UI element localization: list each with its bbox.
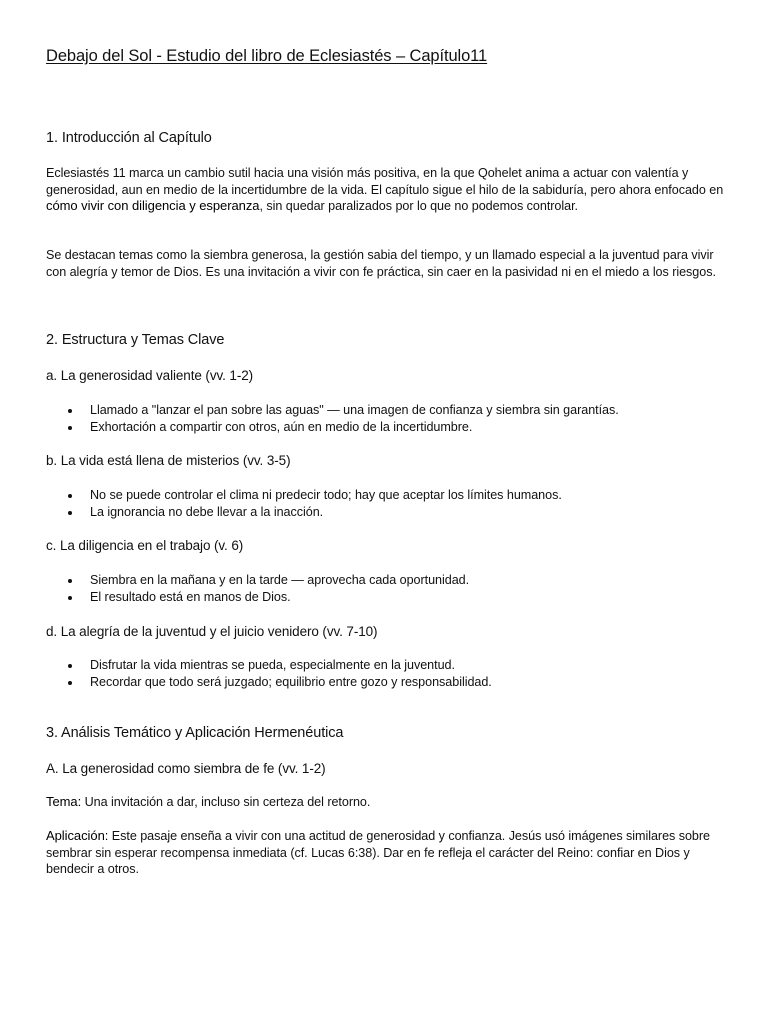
bullet-icon [68, 579, 72, 583]
list-item-text: Exhortación a compartir con otros, aún en medio de la incertidumbre. [90, 419, 473, 434]
paragraph-text: Eclesiastés 11 marca un cambio sutil hacia una visión más positiva, en la que Qohelet anima a actuar con valentía y generosidad, aun en medio de la incertidumbre de la vida. El capítulo sigue el hilo de la sabiduría, pero ahora enfocado en [46, 166, 724, 197]
subsection-A [46, 761, 726, 776]
aplicacion-label: Aplicación: [46, 828, 109, 843]
bullet-icon [68, 681, 72, 685]
list-item-text: Recordar que todo será juzgado; equilibrio entre gozo y responsabilidad. [90, 674, 492, 689]
list-item-text: Llamado a "lanzar el pan sobre las aguas" — una imagen de confianza y siembra sin garantías. [90, 403, 619, 417]
bullet-icon [68, 409, 72, 413]
list-item [46, 402, 726, 419]
section-heading: 3. Análisis Temático y Aplicación Hermenéutica [46, 725, 344, 741]
list-item [46, 504, 726, 521]
bullet-icon [68, 426, 72, 430]
bullet-icon [68, 511, 72, 515]
subsection-d [46, 624, 726, 639]
list-item-text: La ignorancia no debe llevar a la inacción. [90, 504, 324, 519]
tema-text: Una invitación a dar, incluso sin certeza del retorno. [81, 795, 371, 809]
subsection-heading: a. La generosidad valiente (vv. 1-2) [46, 368, 254, 383]
paragraph: Se destacan temas como la siembra generosa, la gestión sabia del tiempo, y un llamado especial a la juventud para vivir con alegría y temor de Dios. Es una invitación a vivir con fe práctica, sin caer en la pasividad ni en el miedo a los riesgos. [46, 248, 716, 279]
bullet-list-b [46, 487, 726, 520]
document-title: Debajo del Sol - Estudio del libro de Eclesiastés – Capítulo11 [46, 47, 488, 65]
emphasis-text: cómo vivir con diligencia y esperanza [46, 198, 260, 214]
list-item-text: Disfrutar la vida mientras se pueda, especialmente en la juventud. [90, 658, 455, 672]
section-heading: 1. Introducción al Capítulo [46, 130, 212, 146]
intro-paragraph-2 [46, 247, 726, 280]
subsection-heading: c. La diligencia en el trabajo (v. 6) [46, 538, 244, 553]
aplicacion-text: Este pasaje enseña a vivir con una actitud de generosidad y confianza. Jesús usó imágenes similares sobre sembrar sin esperar recompensa inmediata (cf. Lucas 6:38). Dar en fe refleja el carácter del Reino: confiar en Dios y bendecir a otros. [46, 829, 710, 877]
list-item [46, 674, 726, 691]
subsection-heading: b. La vida está llena de misterios (vv. 3-5) [46, 453, 291, 468]
aplicacion-paragraph [46, 828, 726, 878]
tema-label: Tema: [46, 794, 82, 809]
list-item-text: Siembra en la mañana y en la tarde — aprovecha cada oportunidad. [90, 573, 470, 587]
paragraph [46, 165, 726, 215]
paragraph-text: , sin quedar paralizados por lo que no podemos controlar. [259, 199, 578, 214]
section-estructura [46, 332, 726, 348]
section-analisis [46, 725, 726, 741]
subsection-b [46, 453, 726, 468]
list-item [46, 419, 726, 436]
section-introduccion [46, 130, 726, 146]
section-heading: 2. Estructura y Temas Clave [46, 332, 225, 348]
subsection-c [46, 538, 726, 553]
bullet-icon [68, 494, 72, 498]
list-item [46, 487, 726, 504]
tema-paragraph [46, 794, 726, 811]
bullet-list-d [46, 657, 726, 690]
bullet-list-c [46, 572, 726, 605]
subsection-heading: A. La generosidad como siembra de fe (vv. 1-2) [46, 761, 326, 776]
list-item [46, 589, 726, 606]
list-item [46, 657, 726, 674]
paragraph [46, 828, 726, 878]
paragraph [46, 794, 726, 811]
intro-paragraph-1 [46, 165, 726, 215]
bullet-icon [68, 596, 72, 600]
subsection-a [46, 368, 726, 383]
list-item-text: No se puede controlar el clima ni predecir todo; hay que aceptar los límites humanos. [90, 488, 562, 502]
bullet-icon [68, 664, 72, 668]
bullet-list-a [46, 402, 726, 435]
subsection-heading: d. La alegría de la juventud y el juicio venidero (vv. 7-10) [46, 624, 378, 639]
list-item-text: El resultado está en manos de Dios. [90, 589, 291, 604]
list-item [46, 572, 726, 589]
